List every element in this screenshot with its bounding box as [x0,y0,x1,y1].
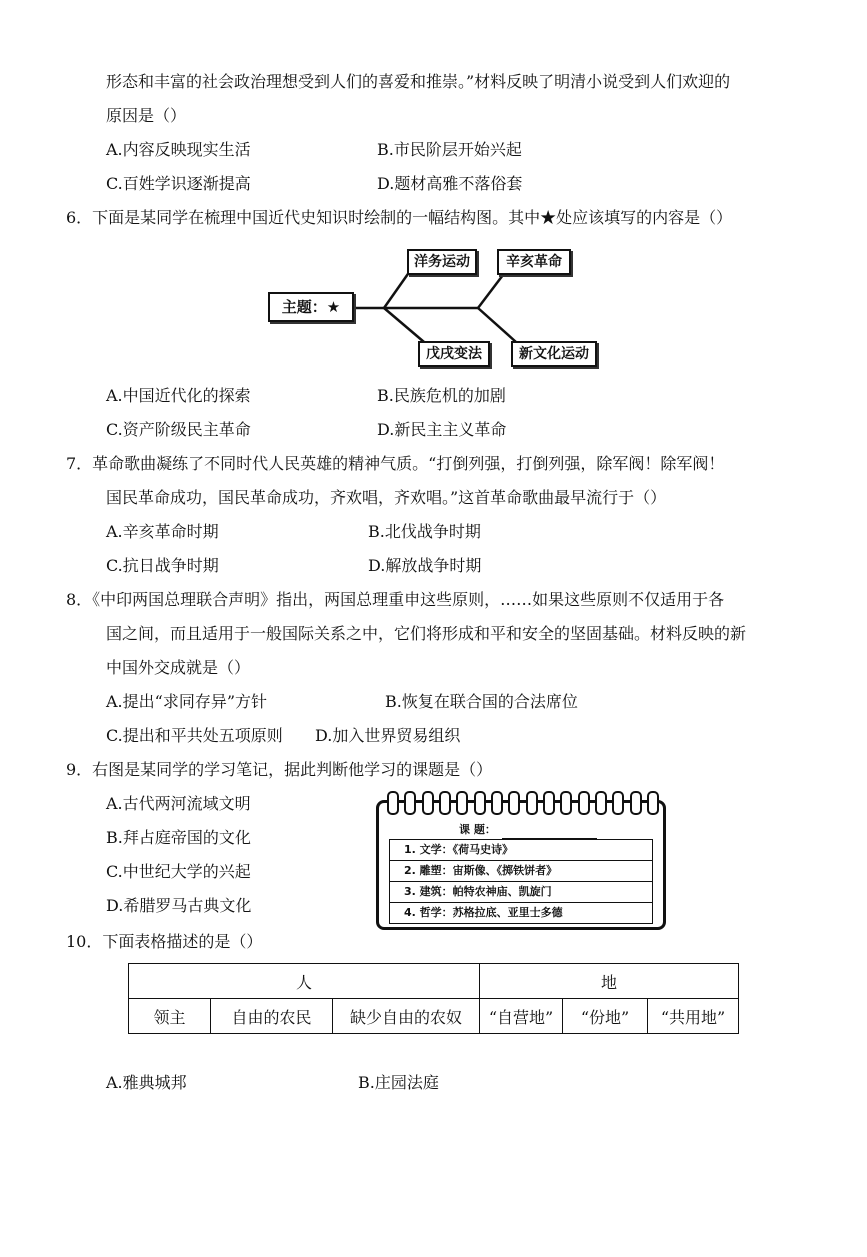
table-cell-allotment: “份地” [563,999,648,1034]
q10-option-a[interactable]: A.雅典城邦 [106,1073,187,1092]
notebook-row-sculpture: 2. 雕塑：宙斯像、《掷铁饼者》 [389,861,653,882]
q8-option-b[interactable]: B.恢复在联合国的合法席位 [385,692,578,711]
q5-option-a[interactable]: A.内容反映现实生活 [106,140,251,159]
q10-stem: 10．下面表格描述的是（） [66,932,263,951]
q5-stem-line2: 原因是（） [106,106,187,125]
table-cell-free-peasant: 自由的农民 [211,999,333,1034]
q8-stem-line2: 国之间，而且适用于一般国际关系之中，它们将形成和平和安全的坚固基础。材料反映的新 [106,624,747,643]
notebook-topic-line [389,821,653,839]
q5-stem-line1: 形态和丰富的社会政治理想受到人们的喜爱和推崇。”材料反映了明清小说受到人们欢迎的 [106,72,731,91]
diagram-node-westernization: 洋务运动 [407,249,477,275]
diagram-node-new-culture: 新文化运动 [511,341,597,367]
q9-option-a[interactable]: A.古代两河流域文明 [106,794,251,813]
q9-option-b[interactable]: B.拜占庭帝国的文化 [106,828,251,847]
q7-option-a[interactable]: A.辛亥革命时期 [106,522,219,541]
notebook-row-literature: 1. 文学：《荷马史诗》 [389,839,653,861]
q7-stem-line1: 7．革命歌曲凝练了不同时代人民英雄的精神气质。“打倒列强，打倒列强，除军阀！除军阀！ [66,454,725,473]
q7-option-c[interactable]: C.抗日战争时期 [106,556,219,575]
notebook-spiral-rings [387,791,659,813]
q8-option-a[interactable]: A.提出“求同存异”方针 [106,692,268,711]
q5-option-d[interactable]: D.题材高雅不落俗套 [377,174,523,193]
q9-option-d[interactable]: D.希腊罗马古典文化 [106,896,252,915]
q10-option-b[interactable]: B.庄园法庭 [358,1073,439,1092]
diagram-node-revolution: 辛亥革命 [497,249,571,275]
q6-stem: 6．下面是某同学在梳理中国近代史知识时绘制的一幅结构图。其中★处应该填写的内容是（） [66,208,733,227]
table-header-land: 地 [480,964,739,999]
diagram-theme-box: 主题：★ [268,292,354,322]
structure-diagram [266,244,606,374]
table-cell-serf: 缺少自由的农奴 [333,999,480,1034]
q8-stem-line3: 中国外交成就是（） [106,658,251,677]
q9-stem: 9．右图是某同学的学习笔记，据此判断他学习的课题是（） [66,760,493,779]
notebook-row-philosophy: 4. 哲学：苏格拉底、亚里士多德 [389,903,653,924]
q7-option-b[interactable]: B.北伐战争时期 [368,522,481,541]
q8-option-c[interactable]: C.提出和平共处五项原则 [106,726,283,745]
table-cell-common-land: “共用地” [648,999,739,1034]
q9-option-c[interactable]: C.中世纪大学的兴起 [106,862,251,881]
q6-option-d[interactable]: D.新民主主义革命 [377,420,507,439]
table-header-people: 人 [129,964,480,999]
q6-option-b[interactable]: B.民族危机的加剧 [377,386,506,405]
q8-option-d[interactable]: D.加入世界贸易组织 [315,726,461,745]
notebook-topic-label: 课 题： [459,823,496,836]
q8-stem-line1: 8．《中印两国总理联合声明》指出，两国总理重申这些原则，……如果这些原则不仅适用于各 [66,590,725,609]
q5-option-b[interactable]: B.市民阶层开始兴起 [377,140,522,159]
table-cell-demesne: “自营地” [480,999,563,1034]
q6-option-c[interactable]: C.资产阶级民主革命 [106,420,251,439]
diagram-node-reform: 戊戌变法 [418,341,490,367]
manor-table [128,963,739,1034]
notebook-row-architecture: 3. 建筑：帕特农神庙、凯旋门 [389,882,653,903]
q7-option-d[interactable]: D.解放战争时期 [368,556,482,575]
study-notebook-image [376,800,666,930]
table-cell-lord: 领主 [129,999,211,1034]
q6-option-a[interactable]: A.中国近代化的探索 [106,386,251,405]
q7-stem-line2: 国民革命成功，国民革命成功，齐欢唱，齐欢唱。”这首革命歌曲最早流行于（） [106,488,667,507]
q5-option-c[interactable]: C.百姓学识逐渐提高 [106,174,251,193]
